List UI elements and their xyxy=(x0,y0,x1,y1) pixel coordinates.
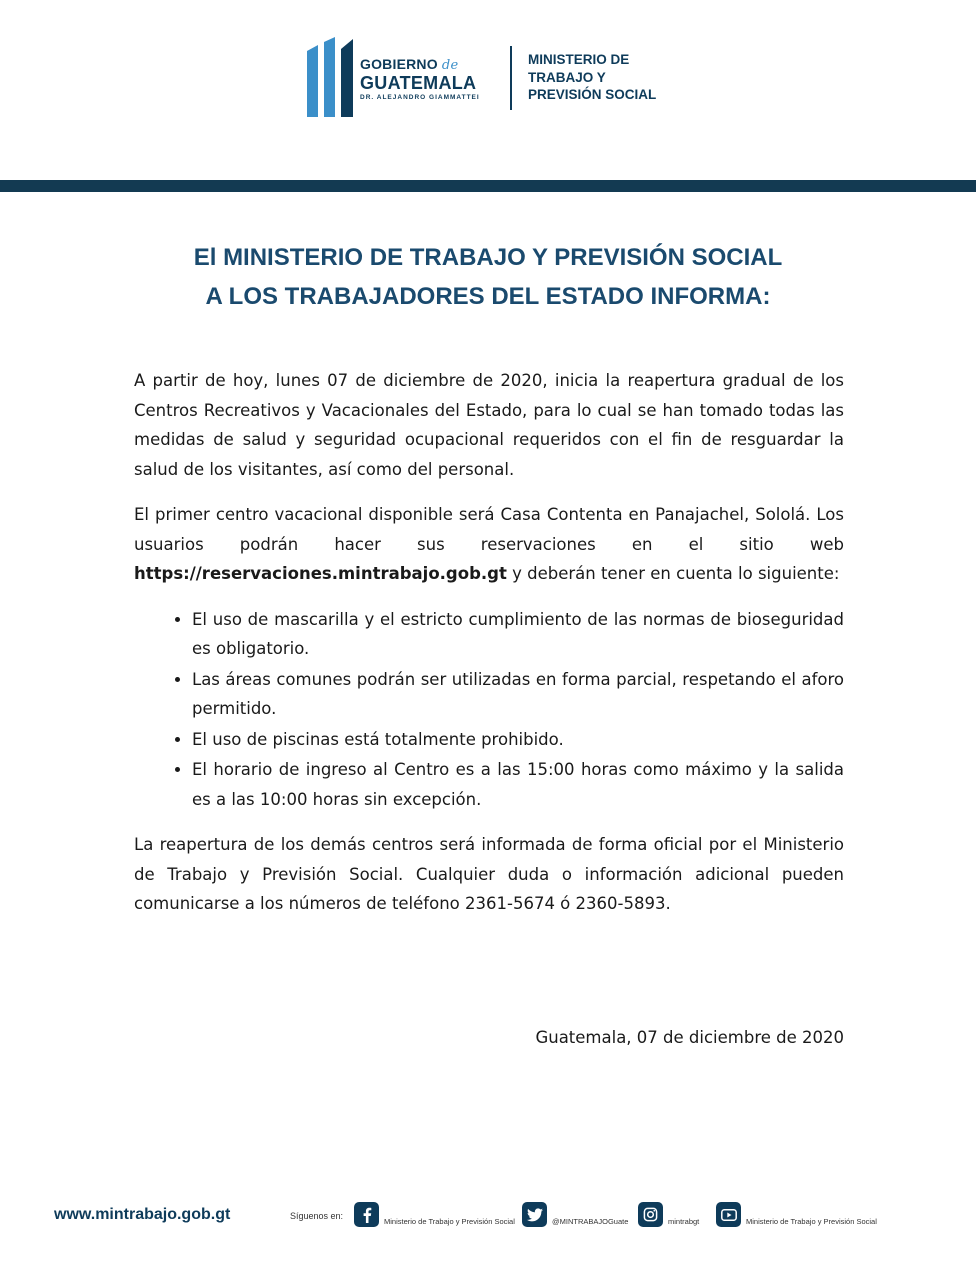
page-title xyxy=(0,238,976,316)
notice-body xyxy=(134,366,844,935)
social-facebook[interactable] xyxy=(354,1202,515,1227)
header xyxy=(0,0,976,180)
website-link[interactable]: www.mintrabajo.gob.gt xyxy=(54,1206,231,1223)
ministry-line-3: PREVISIÓN SOCIAL xyxy=(528,87,657,102)
paragraph-2-tail: y deberán tener en cuenta lo siguiente: xyxy=(506,564,840,583)
requirements-list xyxy=(134,605,844,815)
instagram-icon xyxy=(638,1202,663,1227)
header-divider xyxy=(510,46,512,110)
ministry-wordmark xyxy=(528,51,728,104)
social-instagram[interactable] xyxy=(638,1202,699,1227)
gobierno-word: GOBIERNO xyxy=(360,56,438,72)
follow-label: Síguenos en: xyxy=(290,1211,344,1221)
ministry-line-1: MINISTERIO DE xyxy=(528,52,630,67)
paragraph-2 xyxy=(134,500,844,589)
reservations-link[interactable]: https://reservaciones.mintrabajo.gob.gt xyxy=(134,564,507,583)
youtube-icon xyxy=(716,1202,741,1227)
list-item: • El horario de ingreso al Centro es a las 15:00 horas como máximo y la salida es a las 10:00 horas sin excepción. xyxy=(192,755,844,814)
title-line-1: El MINISTERIO DE TRABAJO Y PREVISIÓN SOCIAL xyxy=(193,244,783,271)
guatemala-word: GUATEMALA xyxy=(360,73,477,93)
list-item: • Las áreas comunes podrán ser utilizadas en forma parcial, respetando el aforo permitido. xyxy=(192,665,844,724)
footer xyxy=(0,1196,976,1246)
social-label: mintrabgt xyxy=(668,1217,700,1226)
facebook-icon xyxy=(354,1202,379,1227)
list-item: • El uso de mascarilla y el estricto cumplimiento de las normas de bioseguridad es obligatorio. xyxy=(192,605,844,664)
government-logo-icon xyxy=(307,37,353,117)
list-item: • El uso de piscinas está totalmente prohibido. xyxy=(192,725,844,755)
social-label: Ministerio de Trabajo y Previsión Social xyxy=(384,1217,515,1226)
social-label: @MINTRABAJOGuate xyxy=(552,1217,629,1226)
social-youtube[interactable] xyxy=(716,1202,877,1227)
paragraph-3: La reapertura de los demás centros será informada de forma oficial por el Ministerio de Trabajo y Previsión Social. Cualquier duda o información adicional pueden comunicarse a los números de teléfono 2361-5674 ó 2360-5893. xyxy=(134,835,844,913)
social-label: Ministerio de Trabajo y Previsión Social xyxy=(746,1217,877,1226)
ministry-line-2: TRABAJO Y xyxy=(528,69,606,85)
paragraph-2-text: El primer centro vacacional disponible será Casa Contenta en Panajachel, Sololá. Los usuarios podrán hacer sus reservaciones en el sitio web xyxy=(134,505,844,554)
twitter-icon xyxy=(522,1202,547,1227)
social-twitter[interactable] xyxy=(522,1202,628,1227)
paragraph-1: A partir de hoy, lunes 07 de diciembre de 2020, inicia la reapertura gradual de los Centros Recreativos y Vacacionales del Estado, para lo cual se han tomado todas las medidas de salud y seguridad ocupacional requeridos con el fin de resguardar la salud de los visitantes, así como del personal. xyxy=(134,371,844,479)
place-date-signature: Guatemala, 07 de diciembre de 2020 xyxy=(535,1028,844,1047)
government-wordmark xyxy=(360,56,500,103)
title-line-2: A LOS TRABAJADORES DEL ESTADO INFORMA: xyxy=(205,283,771,310)
president-line: DR. ALEJANDRO GIAMMATTEI xyxy=(360,94,480,101)
header-band xyxy=(0,180,976,192)
de-word: de xyxy=(441,58,459,73)
